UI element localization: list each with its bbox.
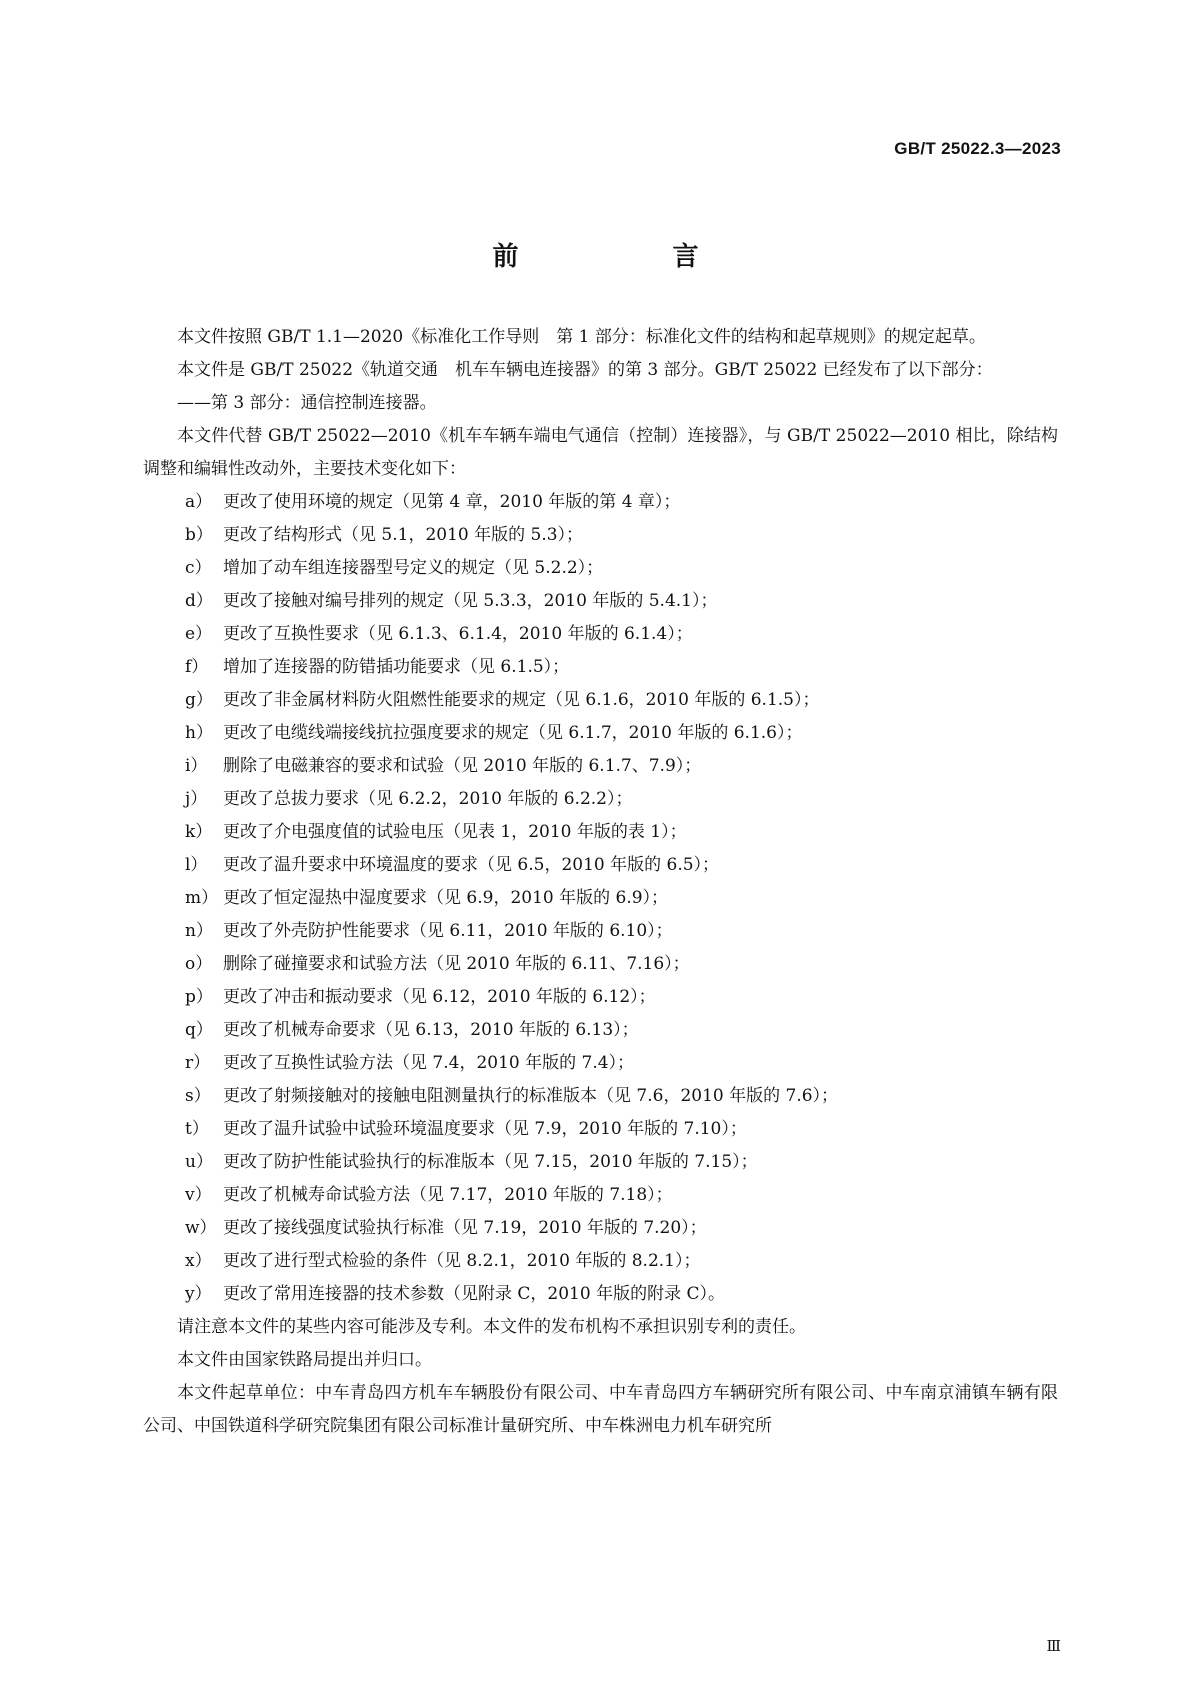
list-item (143, 915, 1058, 948)
list-item (143, 816, 1058, 849)
paragraph: 本文件按照 GB/T 1.1—2020《标准化工作导则 第 1 部分：标准化文件的结构和起草规则》的规定起草。 (177, 327, 986, 347)
list-item-text: 增加了连接器的防错插功能要求（见 6.1.5）； (223, 657, 570, 677)
list-item-text: 更改了温升要求中环境温度的要求（见 6.5，2010 年版的 6.5）； (223, 855, 720, 875)
list-item (143, 1014, 1058, 1047)
list-item-letter: u） (185, 1152, 213, 1172)
list-item (143, 1146, 1058, 1179)
list-item (143, 486, 1058, 519)
list-item-text: 更改了使用环境的规定（见第 4 章，2010 年版的第 4 章）； (223, 492, 681, 512)
paragraph: 请注意本文件的某些内容可能涉及专利。本文件的发布机构不承担识别专利的责任。 (177, 1317, 806, 1337)
list-item-letter: a） (185, 492, 213, 512)
list-item-text: 更改了温升试验中试验环境温度要求（见 7.9，2010 年版的 7.10）； (223, 1119, 747, 1139)
list-item-text: 更改了接线强度试验执行标准（见 7.19，2010 年版的 7.20）； (223, 1218, 707, 1238)
list-item-letter: m） (185, 888, 219, 908)
list-item-text: 更改了互换性要求（见 6.1.3、6.1.4，2010 年版的 6.1.4）； (223, 624, 693, 644)
paragraph: 本文件由国家铁路局提出并归口。 (177, 1350, 432, 1370)
list-item-text: 更改了互换性试验方法（见 7.4，2010 年版的 7.4）； (223, 1053, 635, 1073)
list-item-text: 删除了电磁兼容的要求和试验（见 2010 年版的 6.1.7、7.9）； (223, 756, 702, 776)
list-item-letter: n） (185, 921, 213, 941)
list-item (143, 1179, 1058, 1212)
paragraph: 本文件是 GB/T 25022《轨道交通 机车车辆电连接器》的第 3 部分。GB/T 25022 已经发布了以下部分： (177, 360, 993, 380)
list-item (143, 651, 1058, 684)
list-item-letter: l） (185, 855, 208, 875)
list-item (143, 519, 1058, 552)
list-item-letter: v） (185, 1185, 212, 1205)
list-item (143, 981, 1058, 1014)
list-item-text: 更改了机械寿命试验方法（见 7.17，2010 年版的 7.18）； (223, 1185, 673, 1205)
list-item-text: 更改了进行型式检验的条件（见 8.2.1，2010 年版的 8.2.1）； (223, 1251, 701, 1271)
list-item-text: 更改了冲击和振动要求（见 6.12，2010 年版的 6.12）； (223, 987, 656, 1007)
list-item-letter: r） (185, 1053, 211, 1073)
list-item (143, 684, 1058, 717)
list-item-text: 更改了常用连接器的技术参数（见附录 C，2010 年版的附录 C）。 (223, 1284, 725, 1304)
list-item-text: 更改了机械寿命要求（见 6.13，2010 年版的 6.13）； (223, 1020, 639, 1040)
list-item-letter: f） (185, 657, 209, 677)
list-item-letter: k） (185, 822, 213, 842)
paragraph: ——第 3 部分：通信控制连接器。 (177, 393, 437, 413)
list-item (143, 717, 1058, 750)
list-item-letter: q） (185, 1020, 213, 1040)
list-item (143, 1245, 1058, 1278)
list-item-letter: x） (185, 1251, 212, 1271)
list-item-letter: j） (185, 789, 208, 809)
page-number: Ⅲ (1046, 1637, 1061, 1655)
list-item-letter: b） (185, 525, 213, 545)
list-item-letter: h） (185, 723, 213, 743)
list-item (143, 783, 1058, 816)
list-item-text: 更改了接触对编号排列的规定（见 5.3.3，2010 年版的 5.4.1）； (223, 591, 718, 611)
list-item-letter: o） (185, 954, 213, 974)
list-item-text: 更改了结构形式（见 5.1，2010 年版的 5.3）； (223, 525, 584, 545)
list-item-text: 更改了外壳防护性能要求（见 6.11，2010 年版的 6.10）； (223, 921, 673, 941)
page-title: 前 言 (492, 242, 763, 272)
list-item (143, 585, 1058, 618)
list-item-letter: d） (185, 591, 213, 611)
list-item (143, 552, 1058, 585)
list-item-letter: i） (185, 756, 208, 776)
list-item (143, 948, 1058, 981)
list-item-text: 增加了动车组连接器型号定义的规定（见 5.2.2）； (223, 558, 604, 578)
list-item (143, 1212, 1058, 1245)
list-item (143, 1047, 1058, 1080)
list-item-text: 更改了总拔力要求（见 6.2.2，2010 年版的 6.2.2）； (223, 789, 633, 809)
list-item-text: 删除了碰撞要求和试验方法（见 2010 年版的 6.11、7.16）； (223, 954, 690, 974)
changes-list (143, 486, 1058, 1311)
document-body (143, 321, 1058, 1443)
list-item-text: 更改了介电强度值的试验电压（见表 1，2010 年版的表 1）； (223, 822, 687, 842)
paragraph: 本文件起草单位：中车青岛四方机车车辆股份有限公司、中车青岛四方车辆研究所有限公司、中车南京浦镇车辆有限公司、中国铁道科学研究院集团有限公司标准计量研究所、中车株洲电力机车研究所 (143, 1383, 1058, 1436)
list-item-letter: s） (185, 1086, 211, 1106)
list-item-letter: y） (185, 1284, 212, 1304)
document-code: GB/T 25022.3—2023 (894, 139, 1061, 158)
list-item-letter: c） (185, 558, 212, 578)
list-item-text: 更改了恒定湿热中湿度要求（见 6.9，2010 年版的 6.9）； (223, 888, 669, 908)
list-item-letter: t） (185, 1119, 209, 1139)
list-item-text: 更改了防护性能试验执行的标准版本（见 7.15，2010 年版的 7.15）； (223, 1152, 758, 1172)
list-item (143, 1113, 1058, 1146)
list-item-text: 更改了电缆线端接线抗拉强度要求的规定（见 6.1.7，2010 年版的 6.1.6）； (223, 723, 803, 743)
closing-section (143, 1311, 1058, 1443)
list-item-text: 更改了非金属材料防火阻燃性能要求的规定（见 6.1.6，2010 年版的 6.1.5）； (223, 690, 820, 710)
list-item-letter: g） (185, 690, 213, 710)
list-item (143, 849, 1058, 882)
list-item (143, 1278, 1058, 1311)
paragraph: 本文件代替 GB/T 25022—2010《机车车辆车端电气通信（控制）连接器》，与 GB/T 25022—2010 相比，除结构调整和编辑性改动外，主要技术变化如下： (143, 426, 1058, 479)
list-item (143, 618, 1058, 651)
list-item (143, 882, 1058, 915)
list-item-letter: e） (185, 624, 213, 644)
list-item-text: 更改了射频接触对的接触电阻测量执行的标准版本（见 7.6，2010 年版的 7.6）； (223, 1086, 839, 1106)
list-item-letter: w） (185, 1218, 217, 1238)
intro-section (143, 321, 1058, 486)
list-item-letter: p） (185, 987, 213, 1007)
list-item (143, 1080, 1058, 1113)
list-item (143, 750, 1058, 783)
